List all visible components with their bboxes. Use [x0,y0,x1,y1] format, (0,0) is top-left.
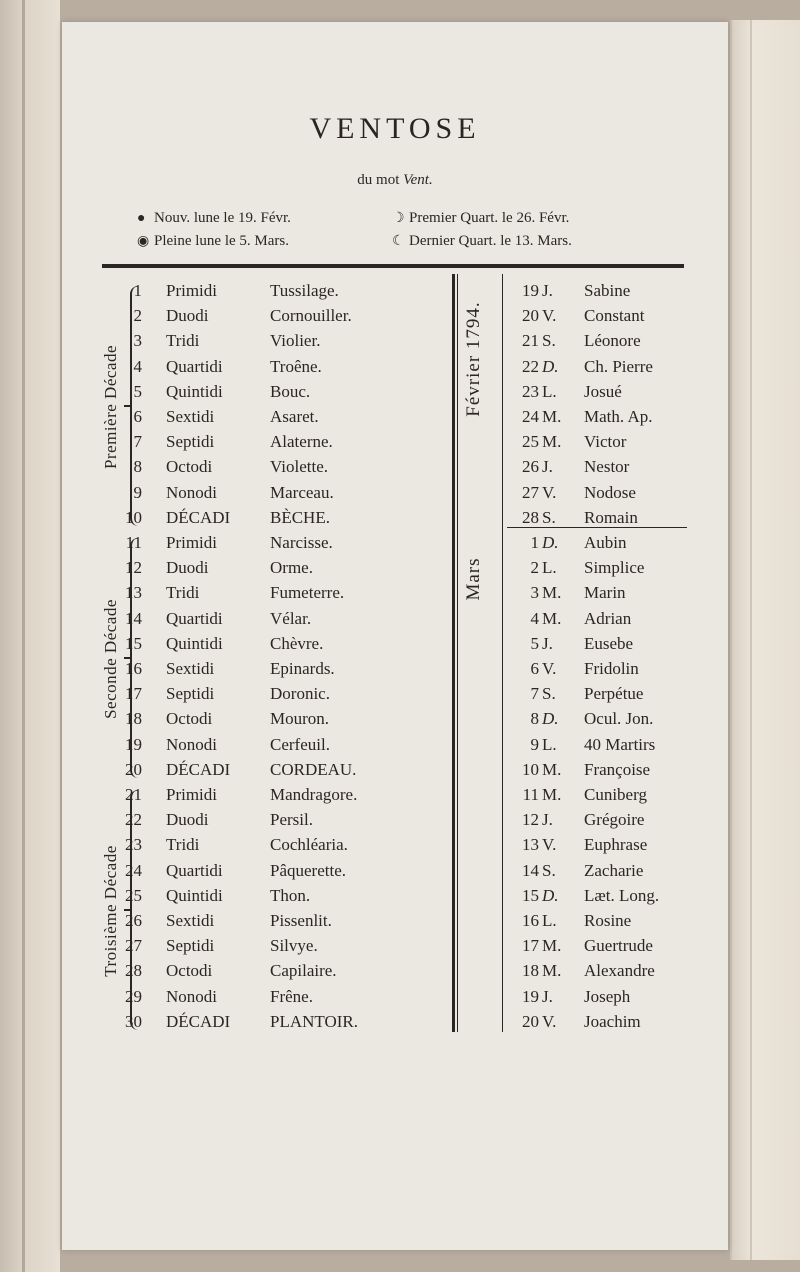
saint-name: 40 Martirs [584,734,656,754]
moon-phase-first-quarter [392,210,569,227]
saint-name: Nodose [584,482,636,502]
day-number: 28 [125,961,142,981]
gregorian-date: 26 [522,457,539,477]
saint-name: Cuniberg [584,785,647,804]
table-row [62,832,728,857]
table-row [62,807,728,832]
gregorian-weekday: V. [542,835,557,855]
gregorian-weekday: V. [542,306,557,326]
day-number: 26 [125,911,142,930]
gregorian-weekday: J. [542,633,553,653]
republican-day: Septidi [166,684,215,704]
gregorian-weekday: J. [542,281,553,300]
day-number: 10 [125,507,142,527]
gregorian-weekday: D. [542,356,559,376]
republican-day: Tridi [166,583,200,603]
plant-name: Persil. [270,810,313,830]
moon-phase-new [137,210,291,227]
gregorian-date: 7 [530,684,539,704]
table-row [62,984,728,1009]
saint-name: Læt. Long. [584,885,660,905]
day-number: 9 [133,482,142,502]
table-row [62,656,728,681]
republican-day: Duodi [166,558,209,578]
table-row [62,580,728,605]
saint-name: Marin [584,583,626,603]
republican-day: Nonodi [166,734,217,754]
gregorian-date: 27 [522,482,539,502]
subtitle-word: Vent. [403,172,433,188]
gregorian-date: 20 [522,306,539,326]
gregorian-date: 21 [522,331,539,351]
republican-day: DÉCADI [166,507,231,527]
gregorian-weekday: S. [542,331,556,351]
gregorian-weekday: S. [542,860,556,880]
plant-name: Thon. [270,885,311,905]
republican-day: DÉCADI [166,1011,231,1031]
gregorian-weekday: M. [542,432,562,452]
gregorian-weekday: D. [542,885,559,905]
saint-name: Ocul. Jon. [584,709,654,729]
saint-name: Sabine [584,281,631,300]
saint-name: Perpétue [584,684,644,704]
gregorian-weekday: M. [542,407,562,426]
republican-day: Octodi [166,709,213,729]
page-stack [750,20,752,1260]
day-number: 16 [125,659,142,678]
republican-day: Quartidi [166,860,223,880]
saint-name: Eusebe [584,633,634,653]
gregorian-weekday: J. [542,986,553,1006]
day-number: 7 [133,432,142,452]
full-moon-icon: ◉ [137,234,150,249]
gregorian-weekday: M. [542,583,562,603]
saint-name: Grégoire [584,810,645,830]
day-number: 30 [125,1011,142,1031]
saint-name: Nestor [584,457,630,477]
saint-name: Fridolin [584,659,639,678]
gregorian-date: 25 [522,432,539,452]
decade-label-1: Première Décade [101,344,120,470]
calendar-page [62,22,728,1250]
republican-day: Tridi [166,835,200,855]
republican-day: Octodi [166,457,213,477]
gregorian-weekday: D. [542,709,559,729]
plant-name: Cerfeuil. [270,734,330,754]
plant-name: Capilaire. [270,961,337,981]
decade-label-3: Troisième Décade [101,845,120,977]
gregorian-weekday: V. [542,1011,557,1031]
plant-name: Silvye. [270,936,318,956]
table-row [62,354,728,379]
gregorian-date: 19 [522,986,539,1006]
last-quarter-icon: ☾ [392,234,405,249]
table-row [62,505,728,530]
gregorian-date: 17 [522,936,539,956]
table-row [62,303,728,328]
month-label-march: Mars [463,557,484,601]
republican-day: Nonodi [166,482,217,502]
saint-name: Joseph [584,986,631,1006]
republican-day: Septidi [166,936,215,956]
saint-name: Zacharie [584,860,644,880]
saint-name: Aubin [584,533,627,552]
day-number: 20 [125,759,142,779]
moon-phase-text: Pleine lune le 5. Mars. [154,233,289,249]
gregorian-weekday: J. [542,457,553,477]
republican-day: Sextidi [166,407,215,426]
gregorian-date: 11 [522,785,539,804]
table-row [62,958,728,983]
gregorian-date: 13 [522,835,539,855]
plant-name: Cornouiller. [270,306,352,326]
day-number: 6 [133,407,142,426]
gregorian-date: 19 [522,281,539,300]
day-number: 18 [125,709,142,729]
moon-phase-full [137,233,289,250]
day-number: 5 [133,381,142,401]
table-row [62,555,728,580]
saint-name: Rosine [584,911,632,930]
plant-name: Narcisse. [270,533,333,552]
table-row [62,933,728,958]
republican-day: Primidi [166,785,218,804]
day-number: 17 [125,684,142,704]
plant-name: Cochléaria. [270,835,348,855]
gregorian-weekday: M. [542,759,562,779]
page-title: VENTOSE [309,112,481,145]
republican-day: Duodi [166,306,209,326]
plant-name: Tussilage. [270,281,339,300]
gregorian-date: 28 [522,507,539,527]
republican-day: Primidi [166,533,218,552]
gregorian-date: 8 [530,709,539,729]
day-number: 4 [133,356,142,376]
table-row [62,404,728,429]
plant-name: Pissenlit. [270,911,332,930]
gregorian-weekday: M. [542,961,562,981]
page-subtitle [62,172,728,189]
day-number: 15 [125,633,142,653]
plant-name: Troêne. [270,356,322,376]
plant-name: Epinards. [270,659,335,678]
book-spine [22,0,25,1272]
gregorian-weekday: D. [542,533,559,552]
republican-day: Sextidi [166,911,215,930]
day-number: 27 [125,936,142,956]
republican-day: Quartidi [166,356,223,376]
table-row [62,681,728,706]
plant-name: Doronic. [270,684,330,704]
day-number: 21 [125,785,142,804]
republican-day: Quartidi [166,608,223,628]
saint-name: Adrian [584,608,632,628]
gregorian-weekday: J. [542,810,553,830]
header-rule [102,264,684,268]
gregorian-date: 15 [522,885,539,905]
table-row [62,454,728,479]
plant-name: Bouc. [270,381,311,401]
republican-day: DÉCADI [166,759,231,779]
gregorian-weekday: L. [542,381,557,401]
gregorian-date: 4 [530,608,539,628]
table-row [62,480,728,505]
saint-name: Léonore [584,331,641,351]
saint-name: Euphrase [584,835,648,855]
table-row [62,429,728,454]
gregorian-date: 20 [522,1011,539,1031]
table-row [62,631,728,656]
moon-phase-last-quarter [392,233,572,250]
table-row [62,1009,728,1034]
gregorian-weekday: L. [542,558,557,578]
gregorian-date: 24 [522,407,539,426]
day-number: 11 [125,533,142,552]
gregorian-date: 3 [530,583,539,603]
republican-day: Quintidi [166,633,223,653]
day-number: 24 [125,860,142,880]
plant-name: BÈCHE. [270,507,330,527]
gregorian-weekday: S. [542,684,556,704]
day-number: 3 [133,331,142,351]
day-number: 25 [125,885,142,905]
table-row [62,278,728,303]
new-moon-icon: ● [137,211,146,226]
subtitle-prefix: du mot [357,172,400,188]
gregorian-weekday: M. [542,785,562,804]
moon-phase-text: Dernier Quart. le 13. Mars. [409,233,572,249]
gregorian-date: 5 [530,633,539,653]
table-row [62,328,728,353]
day-number: 13 [125,583,142,603]
gregorian-date: 10 [522,759,539,779]
plant-name: Orme. [270,558,313,578]
gregorian-weekday: V. [542,482,557,502]
plant-name: Asaret. [270,407,319,426]
gregorian-weekday: M. [542,608,562,628]
gregorian-weekday: L. [542,911,557,930]
gregorian-date: 16 [522,911,539,930]
saint-name: Josué [584,381,622,401]
table-row [62,706,728,731]
day-number: 1 [133,281,142,300]
table-row [62,883,728,908]
book-left-edge [0,0,60,1272]
saint-name: Romain [584,507,638,527]
gregorian-date: 14 [522,860,539,880]
gregorian-weekday: L. [542,734,557,754]
plant-name: PLANTOIR. [270,1011,358,1031]
saint-name: Ch. Pierre [584,356,653,376]
republican-day: Primidi [166,281,218,300]
republican-day: Tridi [166,331,200,351]
gregorian-date: 12 [522,810,539,830]
gregorian-date: 18 [522,961,539,981]
plant-name: Violier. [270,331,321,351]
plant-name: Frêne. [270,986,313,1006]
saint-name: Math. Ap. [584,407,653,426]
plant-name: Mouron. [270,709,330,729]
republican-day: Sextidi [166,659,215,678]
gregorian-weekday: M. [542,936,562,956]
saint-name: Joachim [584,1011,641,1031]
saint-name: Guertrude [584,936,653,956]
gregorian-date: 22 [522,356,539,376]
republican-day: Quintidi [166,885,223,905]
day-number: 14 [125,608,142,628]
day-number: 8 [133,457,142,477]
republican-day: Octodi [166,961,213,981]
table-row [62,379,728,404]
plant-name: Alaterne. [270,432,333,452]
plant-name: Fumeterre. [270,583,345,603]
day-number: 22 [125,810,142,830]
plant-name: Chèvre. [270,633,324,653]
plant-name: CORDEAU. [270,759,357,779]
month-label-february: Février 1794. [463,301,484,417]
table-row [62,732,728,757]
table-row [62,782,728,807]
day-number: 19 [125,734,142,754]
plant-name: Violette. [270,457,328,477]
republican-day: Duodi [166,810,209,830]
moon-phase-text: Nouv. lune le 19. Févr. [154,210,291,226]
day-number: 2 [133,306,142,326]
republican-day: Nonodi [166,986,217,1006]
saint-name: Françoise [584,759,651,779]
gregorian-date: 23 [522,381,539,401]
plant-name: Mandragore. [270,785,358,804]
saint-name: Simplice [584,558,645,578]
gregorian-weekday: V. [542,659,557,678]
saint-name: Victor [584,432,627,452]
gregorian-weekday: S. [542,507,556,527]
saint-name: Alexandre [584,961,655,981]
plant-name: Marceau. [270,482,334,502]
table-row [62,757,728,782]
table-row [62,908,728,933]
republican-day: Quintidi [166,381,223,401]
decade-label-2: Seconde Décade [101,599,120,719]
saint-name: Constant [584,306,645,326]
gregorian-date: 9 [530,734,539,754]
plant-name: Vélar. [270,608,312,628]
first-quarter-icon: ☽ [392,211,405,226]
day-number: 23 [125,835,142,855]
gregorian-date: 2 [530,558,539,578]
plant-name: Pâquerette. [270,860,346,880]
day-number: 12 [125,558,142,578]
day-number: 29 [125,986,142,1006]
book-right-edge [730,20,800,1260]
moon-phase-text: Premier Quart. le 26. Févr. [409,210,570,226]
table-row [62,858,728,883]
gregorian-date: 6 [530,659,539,678]
table-row [62,606,728,631]
table-row [62,530,728,555]
gregorian-date: 1 [530,533,539,552]
republican-day: Septidi [166,432,215,452]
